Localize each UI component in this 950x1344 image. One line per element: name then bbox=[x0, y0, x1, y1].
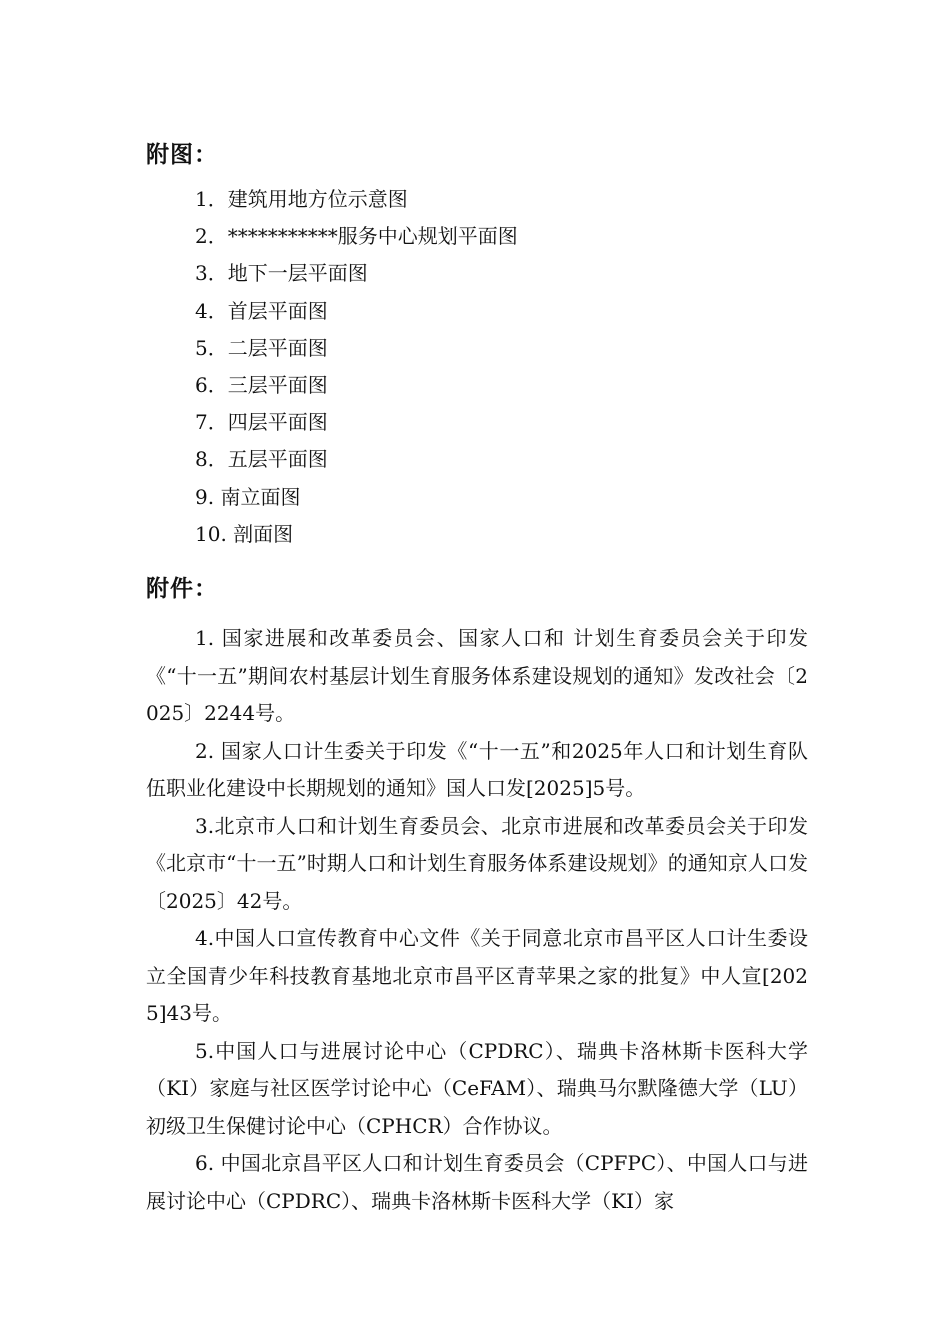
figure-item: 2．***********服务中心规划平面图 bbox=[195, 224, 518, 249]
figure-item: 10. 剖面图 bbox=[195, 521, 294, 546]
attachment-paragraph: 2. 国家人口计生委关于印发《“十一五”和2025年人口和计划生育队伍职业化建设中长期规划的通知》国人口发[2025]5号。 bbox=[146, 738, 808, 800]
attachment-paragraph: 6. 中国北京昌平区人口和计划生育委员会（CPFPC）、中国人口与进展讨论中心（CPDRC）、瑞典卡洛林斯卡医科大学（KI）家 bbox=[146, 1151, 808, 1213]
figure-item: 1．建筑用地方位示意图 bbox=[195, 187, 408, 211]
figure-item: 9. 南立面图 bbox=[195, 484, 301, 509]
attachments-heading: 附件： bbox=[146, 576, 218, 602]
figure-item: 4．首层平面图 bbox=[195, 298, 328, 323]
figure-item: 5．二层平面图 bbox=[195, 335, 328, 360]
figure-item: 8．五层平面图 bbox=[195, 447, 328, 472]
figure-item: 3．地下一层平面图 bbox=[195, 261, 368, 286]
attachments-list bbox=[146, 620, 808, 1220]
figure-item: 6．三层平面图 bbox=[195, 372, 328, 397]
attachment-paragraph: 5.中国人口与进展讨论中心（CPDRC）、瑞典卡洛林斯卡医科大学（KI）家庭与社区医学讨论中心（CeFAM）、瑞典马尔默隆德大学（LU）初级卫生保健讨论中心（CPHCR）合作协议。 bbox=[146, 1038, 808, 1138]
attachment-paragraph: 4.中国人口宣传教育中心文件《关于同意北京市昌平区人口计生委设立全国青少年科技教育基地北京市昌平区青苹果之家的批复》中人宣[2025]43号。 bbox=[146, 926, 808, 1025]
figures-heading: 附图： bbox=[146, 142, 218, 168]
figure-item: 7．四层平面图 bbox=[195, 410, 328, 435]
attachment-paragraph: 3.北京市人口和计划生育委员会、北京市进展和改革委员会关于印发《北京市“十一五”时期人口和计划生育服务体系建设规划》的通知京人口发〔2025〕42号。 bbox=[146, 813, 808, 913]
figures-list bbox=[195, 184, 518, 556]
attachment-paragraph: 1. 国家进展和改革委员会、国家人口和 计划生育委员会关于印发《“十一五”期间农村基层计划生育服务体系建设规划的通知》发改社会〔2025〕2244号。 bbox=[146, 626, 808, 725]
